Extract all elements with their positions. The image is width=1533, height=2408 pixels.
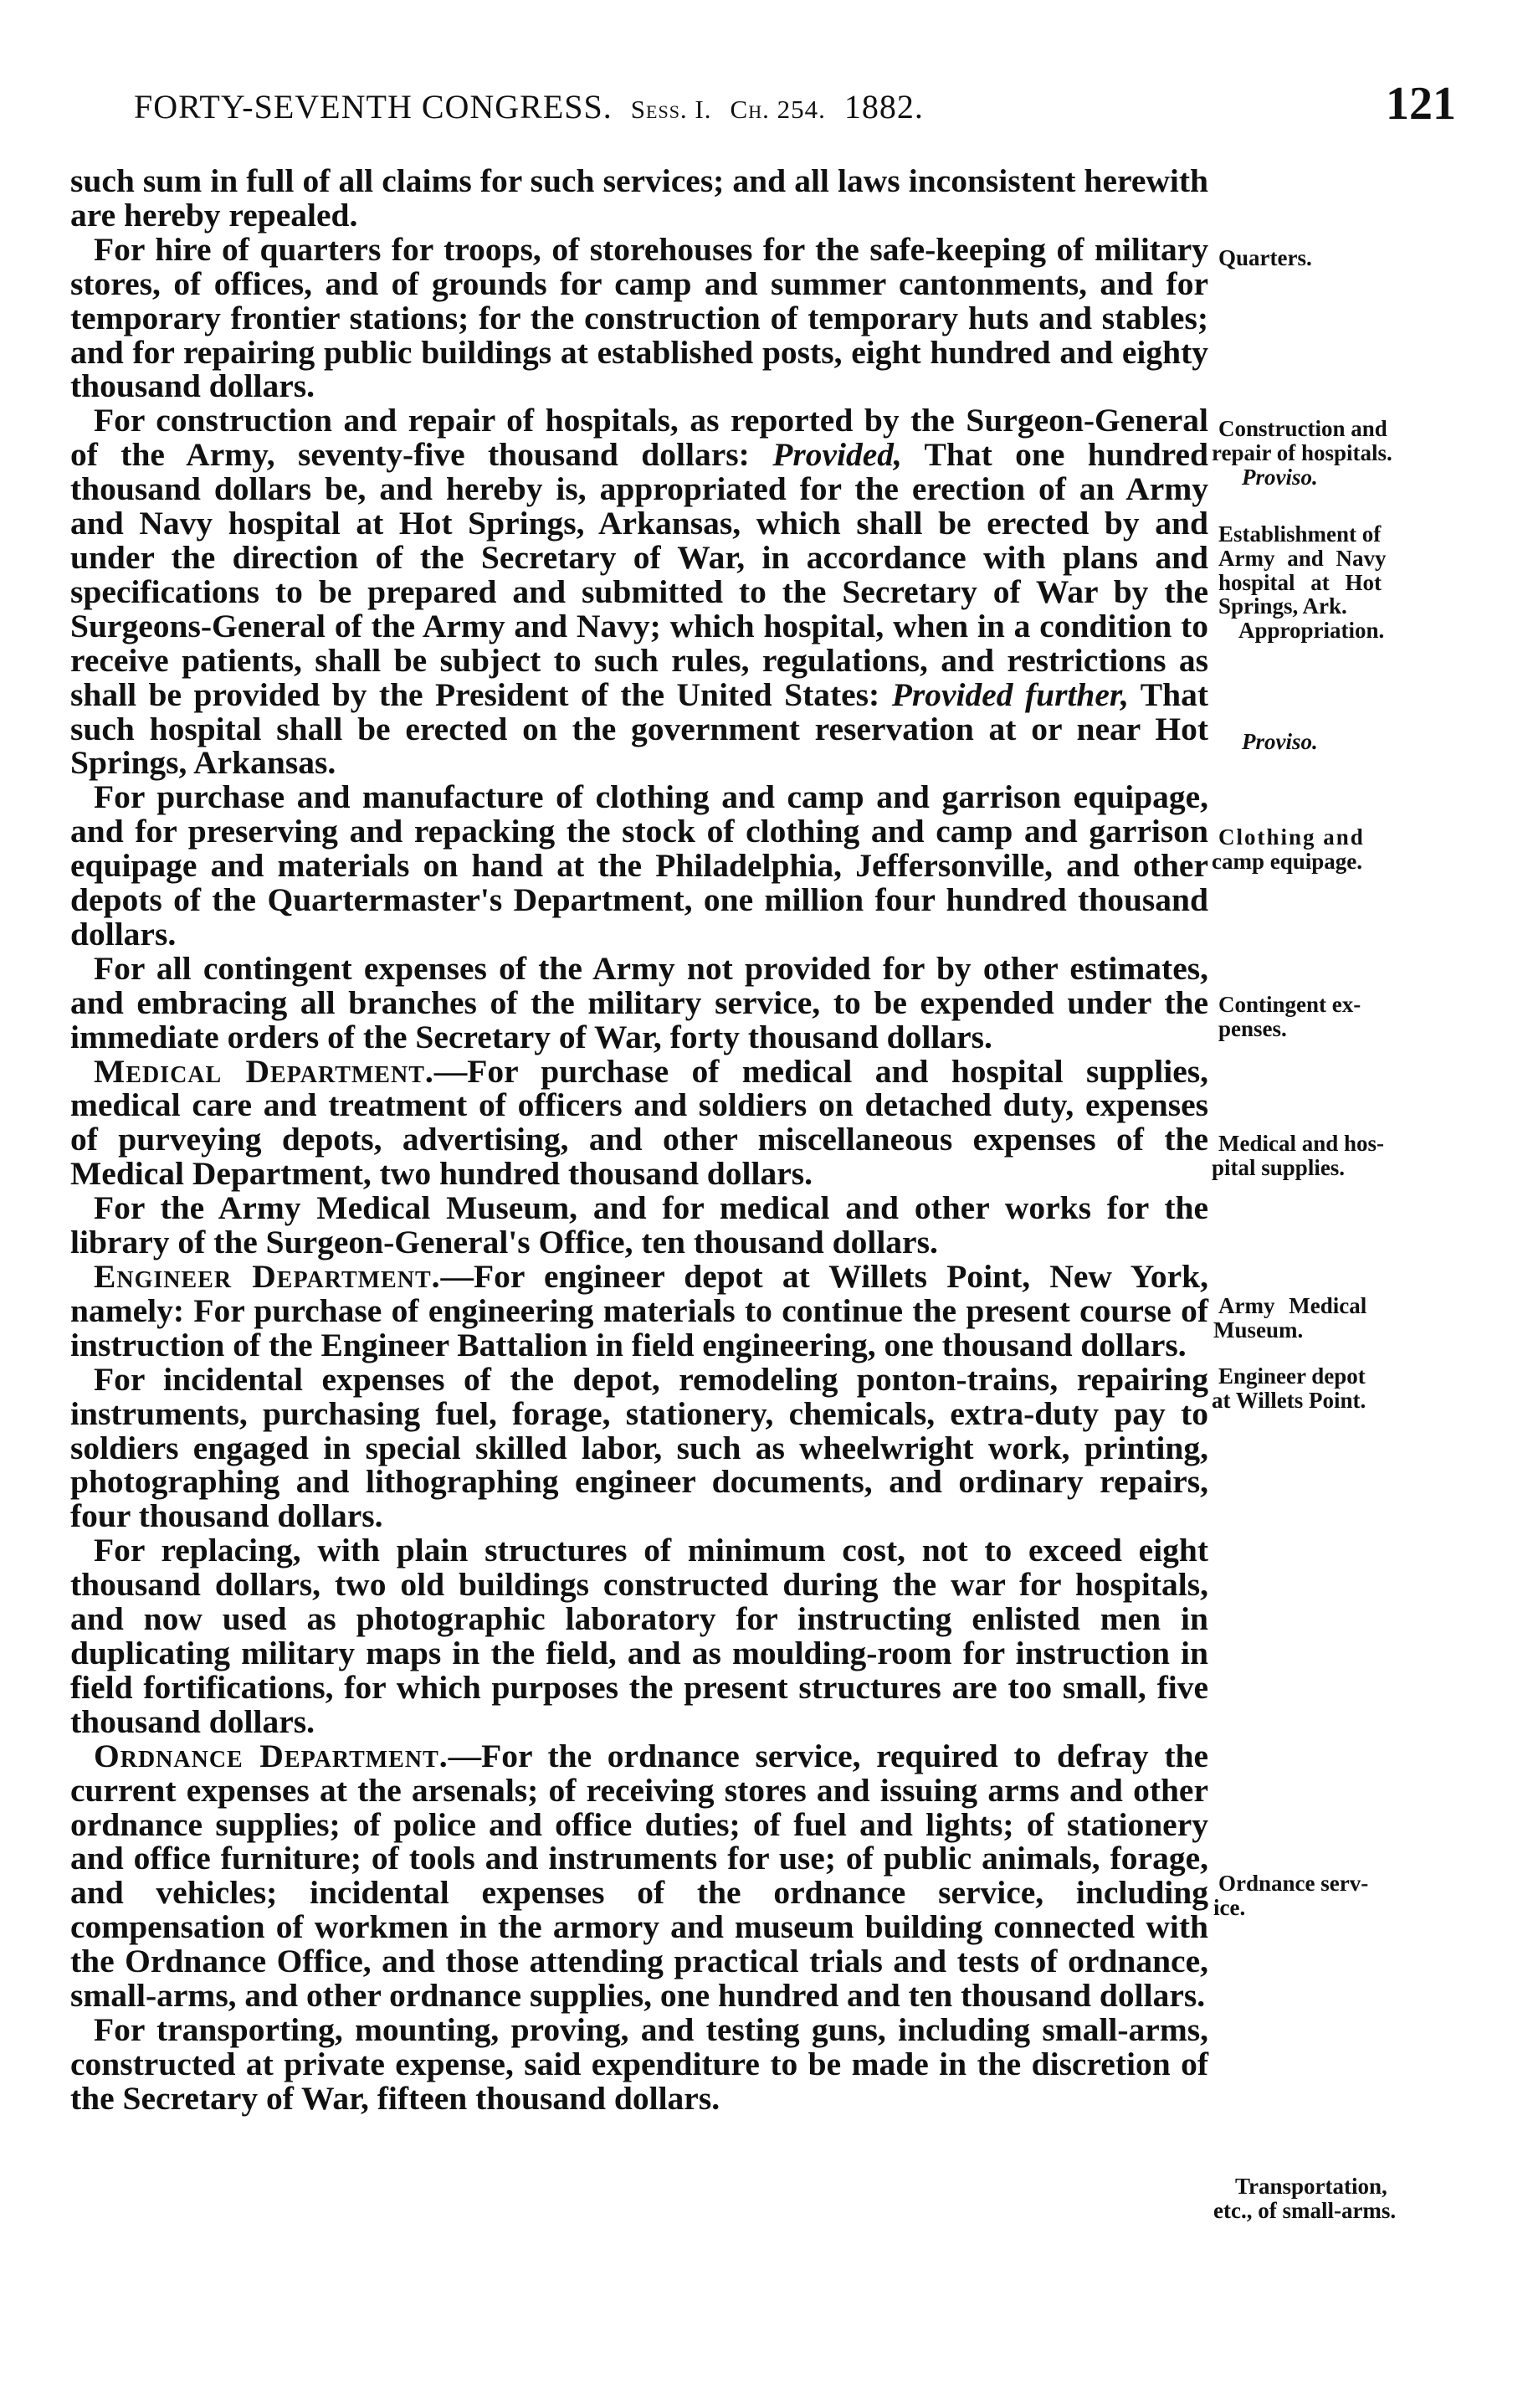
congress-label: FORTY-SEVENTH CONGRESS. bbox=[134, 88, 613, 126]
paragraph-quarters: For hire of quarters for troops, of storehouses for the safe-keeping of military stores, of offices, and of grounds for camp and summer cantonments, and for temporary frontier stations; for the construction of temporary huts and stables; and for repairing public buildings at established posts, eight hundred and eighty thousand dollars. bbox=[70, 230, 1208, 405]
margin-note-hospitals: Construction and repair of hospitals. Proviso. bbox=[1212, 416, 1392, 490]
ordnance-heading: Ordnance Department. bbox=[94, 1737, 449, 1774]
year-label: 1882. bbox=[843, 88, 924, 126]
paragraph-medical bbox=[70, 1052, 1208, 1193]
hospitals-text-2: That one hundred thousand dollars be, and hereby is, appropriated for the erection of an Army and Navy hospital at Hot Springs, Arkansas, which shall be erected by and under the direction of the Secretary of War, in accordance with plans and specifications to be prepared and submitted to the Secretary of War by the Surgeons-General of the Army and Navy; which hospital, when in a condition to receive patients, shall be subject to such rules, regulations, and restrictions as shall be provided by the President of the United States: bbox=[70, 436, 1209, 713]
chapter-label: Ch. 254. bbox=[730, 95, 826, 124]
session-label: Sess. I. bbox=[630, 95, 712, 124]
margin-note-clothing: Clothing and camp equipage. bbox=[1212, 824, 1365, 874]
paragraph-clothing: For purchase and manufacture of clothing and camp and garrison equipage, and for preserving and repacking the stock of clothing and camp and garrison equipage and materials on hand at the Philadelphia, Jeffersonville, and other depots of the Quartermaster's Department, one million four hundred thousand dollars. bbox=[70, 778, 1208, 952]
medical-text: —For purchase of medical and hospital supplies, medical care and treatment of officers and soldiers on detached duty, expenses of purveying depots, advertising, and other miscellaneous expenses of the Medical Department, two hundred thousand dollars. bbox=[70, 1052, 1208, 1193]
paragraph-transporting: For transporting, mounting, proving, and testing guns, including small-arms, constructed at private expense, said expenditure to be made in the discretion of the Secretary of War, fifteen thousand dollars. bbox=[70, 2010, 1208, 2117]
running-header bbox=[117, 77, 1456, 136]
proviso-italic: Provided, bbox=[772, 436, 902, 474]
paragraph-hospitals bbox=[70, 403, 1208, 780]
paragraph-contingent: For all contingent expenses of the Army not provided for by other estimates, and embracing all branches of the military service, to be expended under the immediate orders of the Secretary of War, forty thousand dollars. bbox=[70, 949, 1208, 1055]
margin-note-museum: Army Medical Museum. bbox=[1213, 1293, 1367, 1343]
margin-note-ordnance: Ordnance serv- ice. bbox=[1213, 1871, 1369, 1920]
header-title bbox=[134, 87, 924, 126]
ordnance-text: —For the ordnance service, required to defray the current expenses at the arsenals; of receiving stores and issuing arms and other ordnance supplies; of police and office duties; of fuel and lights; of stationery and office furniture; of tools and instruments for use; of public animals, forage, and vehicles; incidental expenses of the ordnance service, including compensation of workmen in the armory and museum building connected with the Ordnance Office, and those attending practical trials and tests of ordnance, small-arms, and other ordnance supplies, one hundred and ten thousand dollars. bbox=[70, 1737, 1208, 2015]
margin-note-establishment: Establishment of Army and Navy hospital at Hot Springs, Ark. Appropriation. bbox=[1218, 521, 1387, 644]
page-number: 121 bbox=[1386, 78, 1456, 130]
paragraph-ordnance bbox=[70, 1739, 1208, 2013]
margin-note-contingent: Contingent ex- penses. bbox=[1218, 992, 1361, 1041]
statute-text bbox=[70, 164, 1208, 2116]
engineer-text: —For engineer depot at Willets Point, New York, namely: For purchase of engineering materials to continue the present course of instruction of the Engineer Battalion in field engineering, one thousand dollars. bbox=[70, 1258, 1208, 1363]
proviso-further-italic: Provided further, bbox=[891, 675, 1129, 713]
margin-note-transport: Transportation, etc., of small-arms. bbox=[1213, 2174, 1397, 2223]
paragraph-incidental: For incidental expenses of the depot, remodeling ponton-trains, repairing instruments, purchasing fuel, forage, stationery, chemicals, extra-duty pay to soldiers engaged in special skilled labor, such as wheelwright work, printing, photographing and lithographing engineer documents, and ordinary repairs, four thousand dollars. bbox=[70, 1360, 1208, 1535]
margin-note-quarters: Quarters. bbox=[1218, 245, 1312, 270]
medical-heading: Medical Department. bbox=[94, 1052, 434, 1090]
paragraph-engineer bbox=[70, 1260, 1208, 1363]
engineer-heading: Engineer Department. bbox=[94, 1258, 441, 1295]
margin-note-proviso-further: Proviso. bbox=[1242, 729, 1318, 754]
paragraph-claims: such sum in full of all claims for such services; and all laws inconsistent herewith are hereby repealed. bbox=[70, 162, 1208, 234]
hospitals-text-3: That such hospital shall be erected on the government reservation at or near Hot Springs, Arkansas. bbox=[70, 675, 1208, 782]
margin-note-medical: Medical and hos- pital supplies. bbox=[1212, 1131, 1385, 1180]
paragraph-replacing: For replacing, with plain structures of minimum cost, not to exceed eight thousand dollars, two old buildings constructed during the war for hospitals, and now used as photographic laboratory for instructing enlisted men in duplicating military maps in the field, and as moulding-room for instruction in field fortifications, for which purposes the present structures are too small, five thousand dollars. bbox=[70, 1532, 1208, 1740]
margin-note-engineer: Engineer depot at Willets Point. bbox=[1212, 1363, 1366, 1413]
proviso-note: Proviso. bbox=[1242, 464, 1318, 490]
hospitals-text-1: For construction and repair of hospitals, as reported by the Surgeon-General of the Army, seventy-five thousand dollars: bbox=[70, 402, 1208, 474]
paragraph-museum: For the Army Medical Museum, and for medical and other works for the library of the Surgeon-General's Office, ten thousand dollars. bbox=[70, 1189, 1208, 1261]
